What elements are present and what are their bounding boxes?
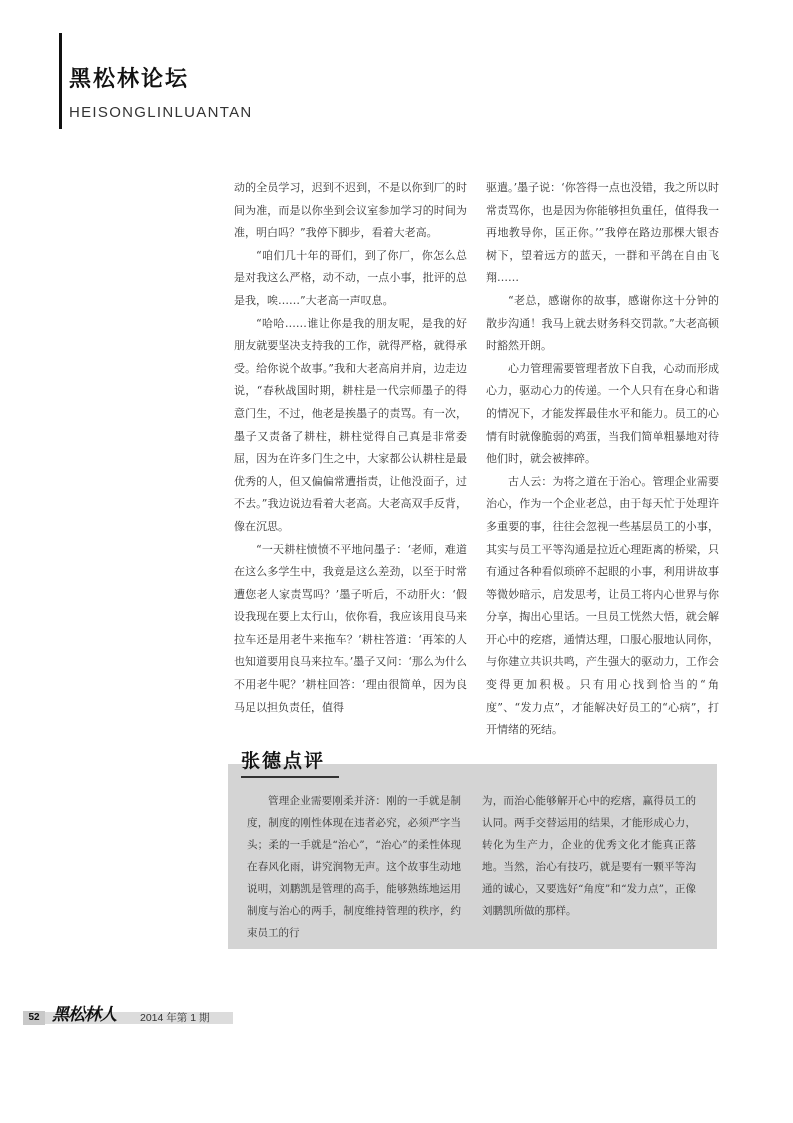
article-paragraph: 心力管理需要管理者放下自我，心动而形成心力，驱动心力的传递。一个人只有在身心和谐的情况下，才能发挥最佳水平和能力。员工的心情有时就像脆弱的鸡蛋，当我们简单粗暴地对待他们时，就会被摔碎。	[486, 361, 719, 466]
article-paragraph: “老总，感谢你的故事，感谢你这十分钟的散步沟通！我马上就去财务科交罚款。”大老高顿时豁然开朗。	[486, 293, 719, 353]
commentary-right-column	[482, 790, 696, 922]
article-right-column	[486, 177, 719, 742]
magazine-logo: 黑松林人	[52, 1005, 116, 1025]
article-left-column	[234, 177, 467, 719]
header-accent-bar	[59, 33, 62, 129]
article-paragraph: “哈哈……谁让你是我的朋友呢，是我的好朋友就要坚决支持我的工作，就得严格，就得承受。给你说个故事。”我和大老高肩并肩，边走边说，“春秋战国时期，耕柱是一代宗师墨子的得意门生，不过，他老是挨墨子的责骂。有一次，墨子又责备了耕柱，耕柱觉得自己真是非常委屈，因为在许多门生之中，大家都公认耕柱是最优秀的人，但又偏偏常遭指责，让他没面子，过不去。”我边说边看着大老高。大老高双手反背，像在沉思。	[234, 316, 467, 533]
commentary-title: 张德点评	[241, 750, 326, 772]
section-pinyin-subtitle: HEISONGLINLUANTAN	[69, 104, 253, 121]
commentary-left-column	[247, 790, 461, 944]
page-number: 52	[23, 1011, 45, 1025]
article-paragraph: “咱们几十年的哥们，到了你厂，你怎么总是对我这么严格，动不动，一点小事，批评的总是我，唉……”大老高一声叹息。	[234, 248, 467, 307]
article-paragraph: “一天耕柱愤愤不平地问墨子：‘老师，难道在这么多学生中，我竟是这么差劲，以至于时常遭您老人家责骂吗？’墨子听后，不动肝火：‘假设我现在要上太行山，依你看，我应该用良马来拉车还是用老牛来拖车？’耕柱答道：‘再笨的人也知道要用良马来拉车。’墨子又问：‘那么为什么不用老牛呢？’耕柱回答：‘理由很简单，因为良马足以担负责任，值得	[234, 542, 467, 714]
article-paragraph: 动的全员学习，迟到不迟到，不是以你到厂的时间为准，而是以你坐到会议室参加学习的时间为准，明白吗？”我停下脚步，看着大老高。	[234, 181, 467, 240]
commentary-paragraph: 为，而治心能够解开心中的疙瘩，赢得员工的认同。两手交替运用的结果，才能形成心力，转化为生产力，企业的优秀文化才能真正落地。当然，治心有技巧，就是要有一颗平等沟通的诚心，又要选好“角度”和“发力点”，正像刘鹏凯所做的那样。	[482, 795, 696, 917]
commentary-title-underline	[241, 776, 339, 778]
article-paragraph: 驱遣。’墨子说：‘你答得一点也没错，我之所以时常责骂你，也是因为你能够担负重任，值得我一再地教导你，匡正你。’”我停在路边那棵大银杏树下，望着远方的蓝天，一群和平鸽在自由飞翔……	[486, 181, 719, 285]
issue-info: 2014 年第 1 期	[140, 1012, 210, 1024]
article-paragraph: 古人云：为将之道在于治心。管理企业需要治心，作为一个企业老总，由于每天忙于处理许多重要的事，往往会忽视一些基层员工的小事，其实与员工平等沟通是拉近心理距离的桥梁，只有通过各种看似琐碎不起眼的小事，利用讲故事等微妙暗示，启发思考，让员工将内心世界与你分享，掏出心里话。一旦员工恍然大悟，就会解开心中的疙瘩，通情达理，口服心服地认同你，与你建立共识共鸣，产生强大的驱动力，工作会变得更加积极。只有用心找到恰当的“角度”、“发力点”，才能解决好员工的“心病”，打开情绪的死结。	[486, 474, 719, 737]
commentary-paragraph: 管理企业需要刚柔并济：刚的一手就是制度，制度的刚性体现在违者必究，必须严字当头；柔的一手就是“治心”，“治心”的柔性体现在春风化雨，讲究润物无声。这个故事生动地说明，刘鹏凯是管理的高手，能够熟练地运用制度与治心的两手，制度维持管理的秩序，约束员工的行	[247, 795, 461, 939]
section-title: 黑松林论坛	[69, 67, 190, 92]
